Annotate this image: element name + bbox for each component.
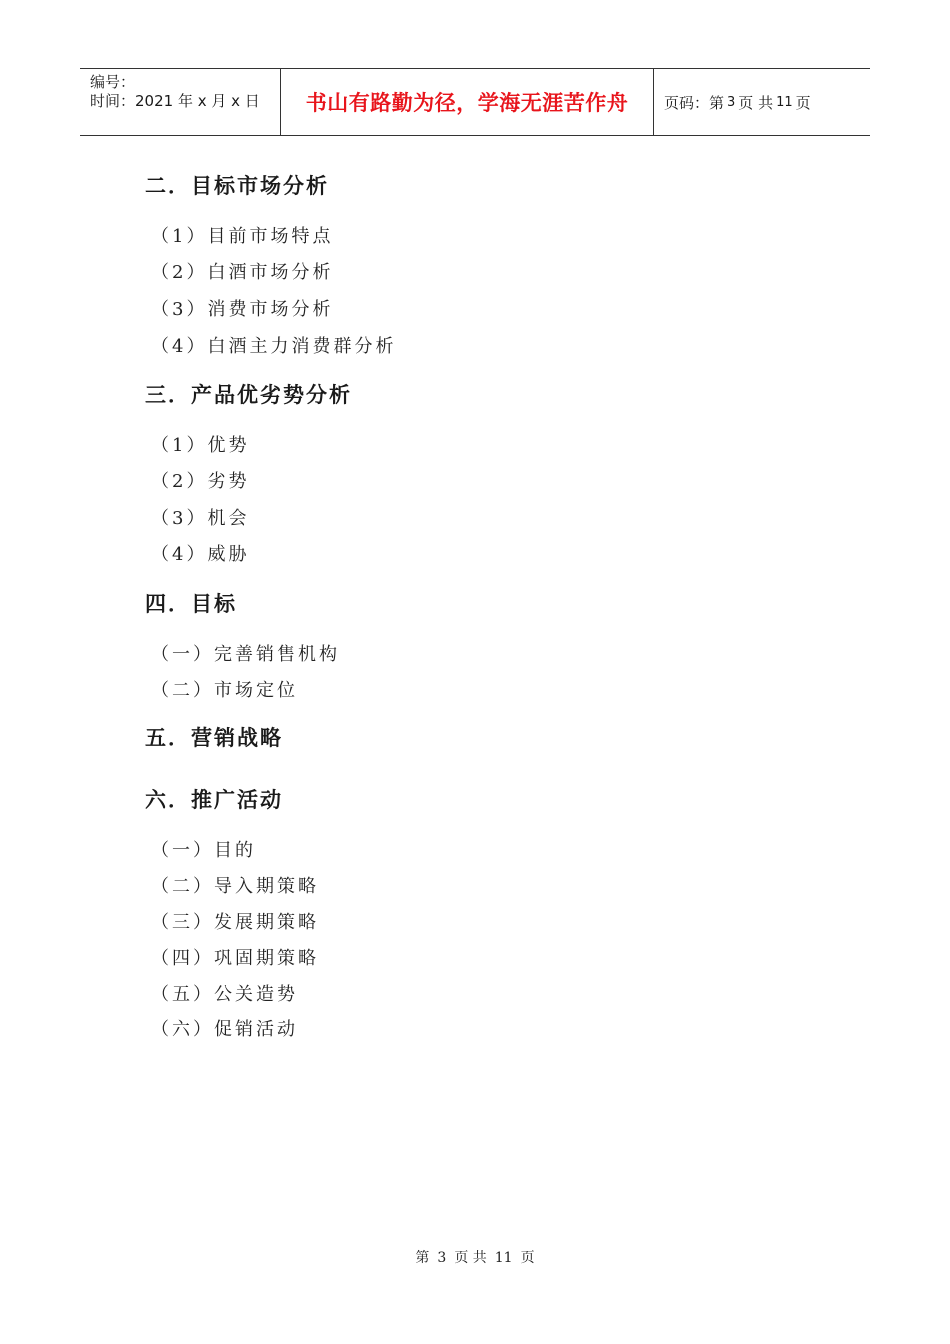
outline-item: （一）目的 bbox=[151, 840, 256, 861]
footer-total: 11 bbox=[494, 1250, 513, 1266]
section-heading: 五．营销战略 bbox=[145, 726, 283, 750]
outline-item: （六）促销活动 bbox=[151, 1019, 298, 1040]
section-heading: 三．产品优劣势分析 bbox=[145, 383, 352, 407]
outline-item: （2）劣势 bbox=[151, 471, 250, 492]
outline-item: （二）市场定位 bbox=[151, 680, 298, 701]
page-suffix: 页 bbox=[795, 93, 811, 112]
page-mid: 页 共 bbox=[738, 93, 774, 112]
page-total: 11 bbox=[776, 94, 793, 110]
outline-item: （2）白酒市场分析 bbox=[151, 262, 334, 283]
outline-item: （三）发展期策略 bbox=[151, 912, 319, 933]
footer-suffix: 页 bbox=[520, 1250, 535, 1266]
outline-item: （1）目前市场特点 bbox=[151, 226, 334, 247]
outline-item: （4）威胁 bbox=[151, 544, 250, 565]
section-heading: 四．目标 bbox=[145, 592, 237, 616]
section-heading: 六．推广活动 bbox=[145, 788, 283, 812]
outline-item: （五）公关造势 bbox=[151, 984, 298, 1005]
section-heading: 二．目标市场分析 bbox=[145, 174, 329, 198]
page-current: 3 bbox=[727, 94, 736, 110]
date-label: 时间：2021 年 x 月 x 日 bbox=[90, 92, 260, 110]
outline-item: （3）机会 bbox=[151, 508, 250, 529]
outline-item: （四）巩固期策略 bbox=[151, 948, 319, 969]
footer-current: 3 bbox=[437, 1250, 447, 1266]
page-prefix: 页码：第 bbox=[664, 93, 725, 112]
outline-item: （1）优势 bbox=[151, 435, 250, 456]
outline-item: （二）导入期策略 bbox=[151, 876, 319, 897]
outline-item: （4）白酒主力消费群分析 bbox=[151, 336, 397, 357]
number-label: 编号： bbox=[90, 73, 136, 91]
footer-mid: 页 共 bbox=[454, 1250, 487, 1266]
motto-text: 书山有路勤为径，学海无涯苦作舟 bbox=[305, 91, 629, 115]
document-outline bbox=[145, 0, 745, 1100]
footer-prefix: 第 bbox=[415, 1250, 430, 1266]
page-footer bbox=[0, 1247, 950, 1267]
outline-item: （一）完善销售机构 bbox=[151, 644, 340, 665]
outline-item: （3）消费市场分析 bbox=[151, 299, 334, 320]
